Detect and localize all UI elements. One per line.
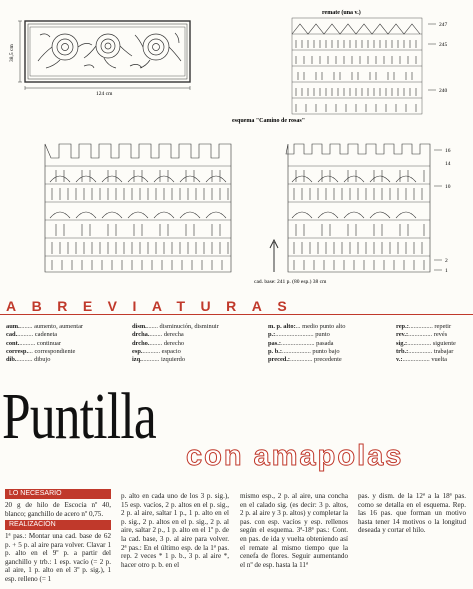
realizacion-header: REALIZACIÓN xyxy=(5,520,111,530)
row-label-16: 16 xyxy=(445,148,451,154)
abbreviations-divider xyxy=(0,314,473,315)
page-title: Puntilla xyxy=(2,380,156,453)
abbrev-item: p. b.:.................. punto bajo xyxy=(268,347,340,355)
row-label-10: 10 xyxy=(445,184,451,190)
necesario-header: LO NECESARIO xyxy=(5,489,111,499)
abbrev-item: dism........ disminución, disminuir xyxy=(132,323,219,330)
abbrev-item: pas.:..................... pasada xyxy=(268,339,334,347)
row-label-14: 14 xyxy=(445,161,451,167)
dim-height-label: 38,5 cm xyxy=(9,44,15,62)
row-label-2: 2 xyxy=(445,258,448,264)
remate-grid xyxy=(292,18,436,114)
abbrev-item: cad........... cadeneta xyxy=(6,331,58,339)
esquema-label: esquema "Camino de rosas" xyxy=(232,118,306,124)
abbrev-item: v.:................. vuelta xyxy=(396,356,447,364)
abbreviations-title: ABREVIATURAS xyxy=(6,298,303,314)
remate-label: remate (una v.) xyxy=(322,10,361,16)
abbrev-item: izq............ izquierdo xyxy=(132,356,186,364)
tablecloth-overview xyxy=(18,21,190,90)
abbreviations-col-2 xyxy=(132,323,219,364)
abbrev-item: corresp.... correspondiente xyxy=(6,347,76,355)
necesario-text: 20 g de hilo de Escocia nº 40, blanco; ganchillo de acero nº 0,75. xyxy=(5,501,111,518)
abbreviations-col-4 xyxy=(396,323,456,364)
instructions-col-1: 1ª pas.: Montar una cad. base de 62 p. + 5 p. al aire para volver. Clavar 1 p. alto en el 9º p. a partir del ganchillo y trb.: 1 esp. vacío (= 2 p. al aire, 1 p. alto en el 3º p. sig.), 1 esp. relleno (= 1 xyxy=(5,532,111,583)
abbrev-item: drcha......... derecha xyxy=(132,331,184,339)
instructions-col-3: mismo esp., 2 p. al aire, una concha en el calado sig. (es decir: 3 p. altos, 2 p. al aire y 3 p. altos) y completar la pas. con esp. vacíos y esp. rellenos según el esquema. 3ª-18ª pas.: Cont. en pas. de ida y vuelta obteniendo así el remate al mismo tiempo que la cenefa de flores. Seguir aumentando el nº de esp. hasta la 11ª xyxy=(240,492,348,569)
abbrev-item: cont........... continuar xyxy=(6,339,62,347)
remate-row-247: 247 xyxy=(439,22,448,28)
abbrev-item: trb.:............... trabajar xyxy=(396,347,454,355)
dim-width-label: 124 cm xyxy=(96,91,113,97)
abbrev-item: drcho......... derecho xyxy=(132,339,185,347)
abbrev-item: p.:........................ punto xyxy=(268,331,330,339)
row-label-1: 1 xyxy=(445,268,448,274)
abbrev-item: sig.:............... siguiente xyxy=(396,339,456,347)
instructions-col-2: p. alto en cada uno de los 3 p. sig.), 15 esp. vacíos, 2 p. altos en el p. sig., 2 p. al aire, saltar 1 p., 1 p. alto en el p. sig., 2 p. altos en el p. sig., 2 p. al aire, saltar 2 p., 1 p. alto en el 1º p. de la cad. base, 3 p. al aire para volver. 2ª pas.: En el último esp. de la 1ª pas. rep. 2 veces * 1 p. b., 3 p. al aire *, hacer otro p. b. en el xyxy=(121,492,229,569)
abbrev-item: esp............ espacio xyxy=(132,347,181,355)
main-stitch-grid xyxy=(45,144,442,272)
abbreviations-col-3 xyxy=(268,323,345,364)
base-chain-label: cad. base: 241 p. (80 esp.) 38 cm xyxy=(254,279,327,285)
remate-row-240: 240 xyxy=(439,88,448,94)
abbrev-item: dib........... dibujo xyxy=(6,356,51,364)
abbrev-item: rep.:............... repetir xyxy=(396,323,452,330)
abbrev-item: rev.:............... revés xyxy=(396,331,448,339)
abbrev-item: aum......... aumento, aumentar xyxy=(6,323,84,330)
abbrev-item: preced.:.............. precedente xyxy=(268,356,342,364)
instructions-col-4: pas. y dism. de la 12ª a la 18ª pas. como se detalla en el esquema. Rep. las 16 pas. que forman un motivo hasta tener 14 motivos o la longitud deseada y cortar el hilo. xyxy=(358,492,466,535)
abbrev-item: m. p. alto:... medio punto alto xyxy=(268,323,346,330)
remate-row-245: 245 xyxy=(439,42,448,48)
abbreviations-col-1 xyxy=(6,323,83,364)
page-subtitle: con amapolas xyxy=(186,440,404,472)
